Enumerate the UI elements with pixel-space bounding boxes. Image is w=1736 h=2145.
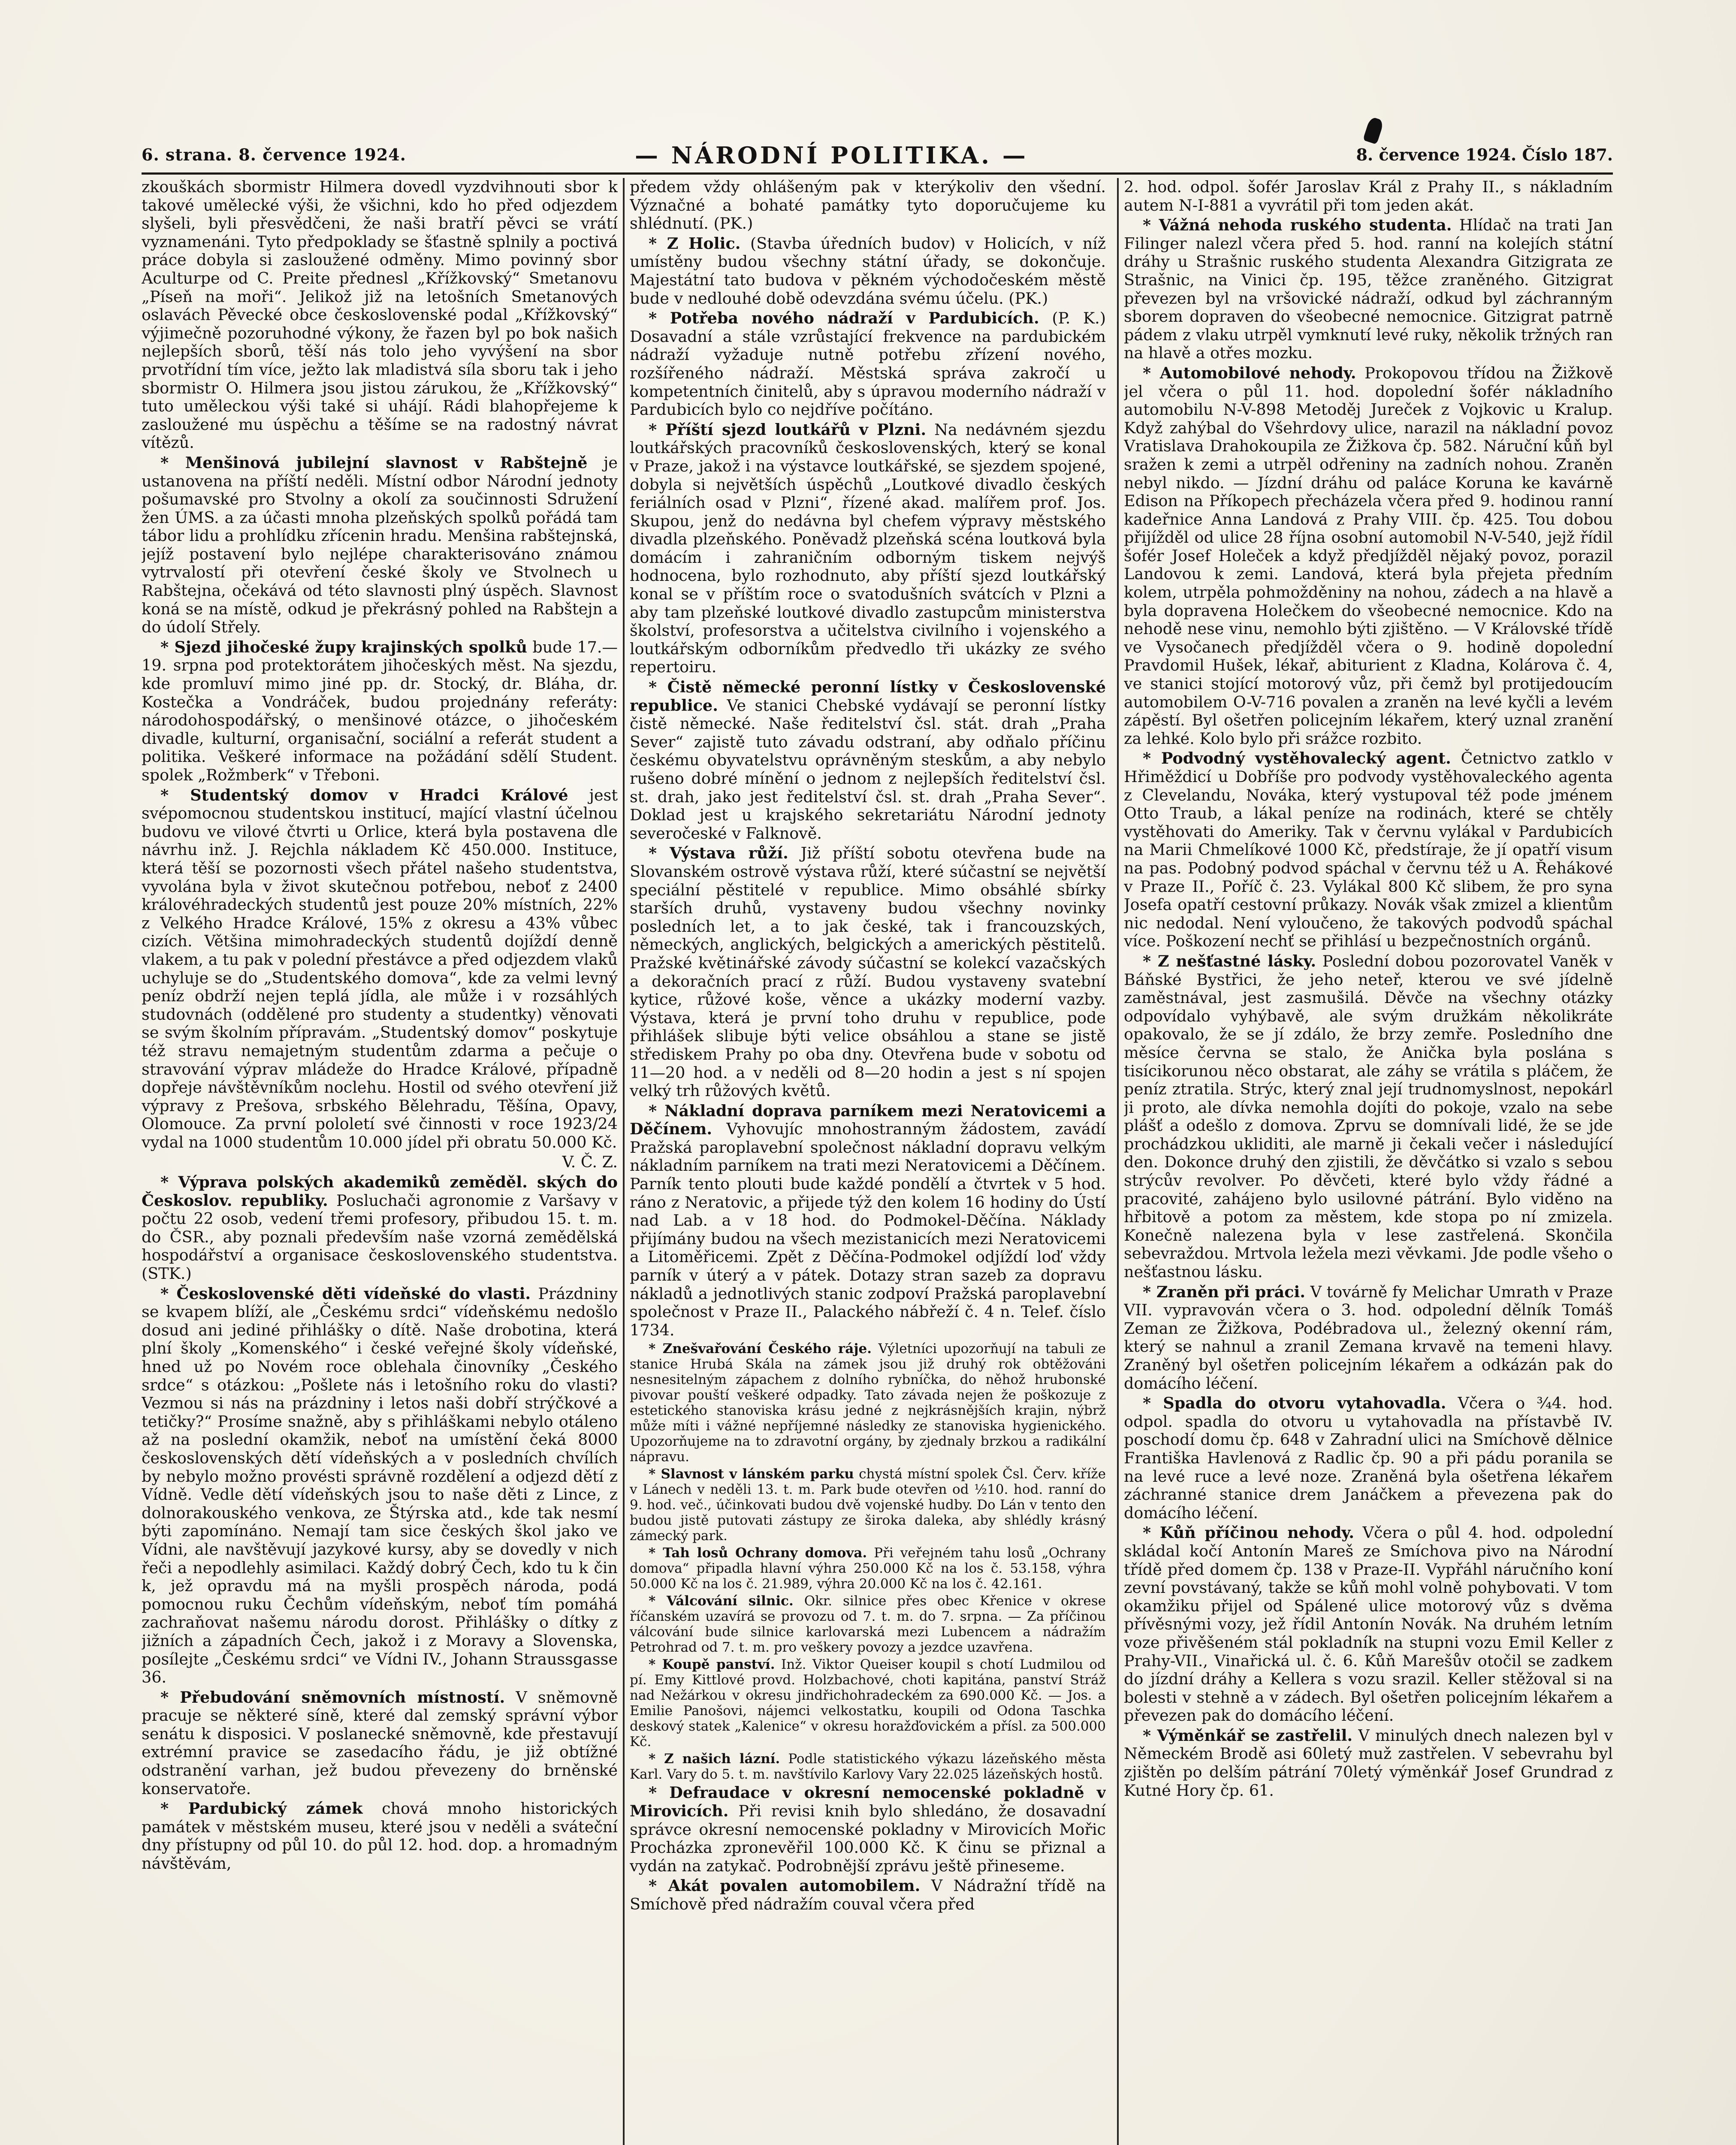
article-headline: * Československé děti vídeňské do vlasti. bbox=[160, 1284, 531, 1303]
article-headline: * Sjezd jihočeské župy krajinských spolků bbox=[160, 637, 528, 656]
article-text: 2. hod. odpol. šofér Jaroslav Král z Prahy II., s nákladním autem N-I-881 a vyvrátil při tom jeden akát. bbox=[1124, 178, 1613, 214]
article-text: zkouškách sbormistr Hilmera dovedl vyzdvihnouti sbor k takové umělecké výši, že všichni, kdo ho před odjezdem slyšeli, byli přesvědčeni, že naši bratří pěvci se vrátí vyznamenáni. Tyto předpoklady se šťastně splnily a poctivá práce dobyla si zasloužené odměny. Mimo povinný sbor Aculturpe od C. Preite přednesl „Křížkovský“ Smetanovu „Píseň na moři“. Jelikož již na letošních Smetanových oslavách Pěvecké obce československé podal „Křížkovský“ výjimečně pozoruhodné výkony, že řazen byl po bok našich nejlepších sborů, těší nás tolo jeho vyvýšení na sbor prvotřídní tím více, ježto lak mladistvá síla sboru tak i jeho sbormistr O. Hilmera jsou jistou zárukou, že „Křížkovský“ tuto uměleckou výši také si uhájí. Rádi blahopřejeme k zasloužené mu úspěchu a těšíme se na radostný návrat vítězů. bbox=[142, 178, 618, 452]
article-paragraph bbox=[630, 678, 1106, 843]
article-headline: * Pardubický zámek bbox=[160, 1799, 363, 1818]
article-text: V minulých dnech nalezen byl v Německém Brodě asi 60letý muž zastřelen. V sebevrahu byl zjištěn po delším pátrání 70letý výměnkář Josef Grundrad z Kutné Hory čp. 61. bbox=[1124, 1726, 1613, 1800]
article-text: Prokopovou třídou na Žižkově jel včera o půl 11. hod. dopolední šofér nákladního automobilu N-V-898 Metoděj Jureček z Vojkovic u Kralup. Když zahýbal do Všehrdovy ulice, narazil na nákladní povoz Vratislava Drahokoupila ze Žižkova čp. 582. Náruční kůň byl sražen k zemi a utrpěl odřeniny na zadních nohou. Zraněn nebyl nikdo. — Jízdní dráhu od paláce Koruna ke kavárně Edison na Příkopech přecházela včera před 9. hodinou ranní kadeřnice Anna Landová z Prahy VIII. čp. 425. Tou dobou přijížděl od ulice 28 října osobní automobil N-V-540, jejž řídil šofér Josef Holeček a když předjížděl nějaký povoz, porazil Landovou k zemi. Landová, která byla přejeta předním kolem, utrpěla pohmožděniny na nohou, zádech a na hlavě a byla dopravena Holečkem do všeobecné nemocnice. Kdo na nehodě nese vinu, nemohlo býti zjištěno. — V Královské třídě ve Vysočanech předjížděl včera o 9. hodině dopolední Pravdomil Hušek, lékař, abiturient z Kladna, Kolárova č. 4, ve stanici stojící motorový vůz, při čemž byl protijedoucím automobilem O-V-716 povalen a zraněn na levé kyčli a levém zápěstí. Byl ošetřen policejním lékařem, který uznal zranění za lehké. Kolo bylo při srážce rozbito. bbox=[1124, 363, 1613, 748]
article-text: Okr. silnice přes obec Křenice v okrese říčanském uzavírá se provozu od 7. t. m. do 7. srpna. — Za příčinou válcování bude silnice karlovarská mezi Lubencem a nádražím Petrohrad od 7. t. m. pro veškery povozy a jezdce uzavřena. bbox=[630, 1593, 1106, 1656]
article-paragraph bbox=[142, 454, 618, 637]
article-paragraph bbox=[142, 1800, 618, 1873]
ink-smudge bbox=[1363, 116, 1384, 145]
article-paragraph bbox=[142, 786, 618, 1152]
article-headline: * Přebudování sněmovních místností. bbox=[160, 1688, 505, 1707]
article-text: bude 17.—19. srpna pod protektorátem jihočeských měst. Na sjezdu, kde promluví mimo jiné pp. dr. Stocký, dr. Bláha, dr. Kostečka a Vondráček, budou projednány referáty: národohospodářský, o menšinové otázce, o jihočeském divadle, kulturní, organisační, sociální a referát student a politika. Veškeré informace na požádání sdělí Student. spolek „Rožmberk“ v Třeboni. bbox=[142, 637, 618, 784]
header-issue-number: 8. července 1924. Číslo 187. bbox=[1356, 145, 1613, 164]
article-paragraph bbox=[142, 1153, 618, 1172]
article-paragraph bbox=[630, 1341, 1106, 1465]
article-paragraph bbox=[630, 1102, 1106, 1340]
column-divider bbox=[1117, 178, 1119, 2145]
article-paragraph bbox=[1124, 952, 1613, 1281]
article-headline: * Z Holic. bbox=[649, 234, 741, 253]
column-1 bbox=[142, 178, 618, 2145]
article-paragraph bbox=[630, 844, 1106, 1100]
article-paragraph bbox=[1124, 1727, 1613, 1800]
article-text: Při veřejném tahu losů „Ochrany domova“ připadla hlavní výhra 250.000 Kč na los č. 53.158, výhra 50.000 Kč na los č. 21.989, výhra 20.000 Kč na los č. 42.161. bbox=[630, 1545, 1106, 1592]
article-headline: * Slavnost v lánském parku bbox=[649, 1466, 854, 1482]
article-text: Včera o půl 4. hod. odpolední skládal kočí Antonín Mareš ze Smíchova pivo na Národní třídě před domem čp. 138 v Praze-II. Vypřáhl náručního koní zevní povstávaný, takže se kůň mohl volně pohybovati. V tom okamžiku přijel od Spálené ulice motorový vůz s dvěma přívěsnými vozy, jež řídil Antonín Novák. Na druhém letním voze přivěšeném stál pokladník na stupni vozu Emil Keller z Prahy-VII., Vinařická ul. č. 6. Kůň Marešův otočil se zadkem do jízdní dráhy a Kellera s vozu srazil. Keller stěžoval si na bolesti v stehně a v zádech. Byl ošetřen policejním lékařem a převezen pak do domácího léčení. bbox=[1124, 1523, 1613, 1725]
article-headline: * Kůň příčinou nehody. bbox=[1143, 1523, 1354, 1542]
article-headline: * Zraněn při práci. bbox=[1143, 1282, 1305, 1301]
article-text: (P. K.) Dosavadní a stále vzrůstající frekvence na pardubickém nádraží vyžaduje nutně potřebu zřízení nového, rozšířeného nádraží. Městská správa zakročí u kompetentních činitelů, aby s úpravou moderního nádraží v Pardubicích bylo co nejdříve počítáno. bbox=[630, 309, 1106, 419]
article-paragraph bbox=[630, 1545, 1106, 1592]
article-paragraph bbox=[142, 1285, 618, 1687]
article-text: (Stavba úředních budov) v Holicích, v níž umístěny budou všechny státní úřady, se dokončuje. Majestátní tato budova v pěkném východočeském městě bude v nedlouhé době odevzdána svému účelu. (PK.) bbox=[630, 234, 1106, 308]
article-headline: * Z našich lázní. bbox=[649, 1751, 780, 1767]
article-paragraph bbox=[1124, 1524, 1613, 1725]
article-headline: * Potřeba nového nádraží v Pardubicích. bbox=[649, 309, 1039, 328]
header-rule bbox=[142, 172, 1613, 175]
article-paragraph bbox=[630, 1877, 1106, 1913]
article-text: Poslední dobou pozorovatel Vaněk v Báňské Bystřici, že jeho neteř, kterou ve své jídelně zaměstnával, jest zasmušilá. Děvče na všechny otázky odpovídalo vyhýbavě, ale svým družkám několikráte opakovalo, že se jí zdálo, že brzy zemře. Posledního dne měsíce června se stalo, že Anička byla poslána s tisícikorunou něco obstarat, ale záhy se vrátila s pláčem, že peníz ztratila. Strýc, který znal její trudnomyslnost, nepokárl ji proto, ale dívka nemohla dojíti do pokoje, vzalo na sebe plášť a odešlo z domova. Zprvu se domnívali lidé, že se jde prochádzkou ukliditi, ale marně ji čekali večer i následující den. Dokonce druhý den zjistili, že děvčátko si vzalo s sebou strýcův revolver. Po děvčeti, které bylo vždy řádné a pracovité, zahájeno bylo usilovné pátrání. Bylo viděno na hřbitově a potom za městem, kde stopa po ní zmizela. Konečně nalezena byla v lese zastřelená. Skončila sebevraždou. Mrtvola ležela mezi věvkami. Jde podle všeho o nešťastnou lásku. bbox=[1124, 952, 1613, 1281]
article-text: Ve stanici Chebské vydávají se peronní lístky čistě německé. Naše ředitelství čsl. stát. drah „Praha Sever“ zajistě tuto závadu odstraní, aby odňalo příčinu českému obyvatelstvu oprávněným steskům, a aby nebylo rušeno dobré mínění o jednom z nejlepších ředitelství čsl. st. drah, jako jest ředitelství čsl. st. drah „Praha Sever“. Doklad jest u krajského sekretariátu Národní jednoty severočeské v Falknově. bbox=[630, 696, 1106, 843]
article-paragraph bbox=[142, 178, 618, 452]
article-paragraph bbox=[630, 1784, 1106, 1875]
article-headline: * Automobilové nehody. bbox=[1143, 363, 1356, 382]
article-paragraph bbox=[630, 421, 1106, 677]
article-headline: * Nákladní doprava parníkem mezi Neratovicemi a Děčínem. bbox=[630, 1101, 1106, 1139]
article-headline: * Spadla do otvoru vytahovadla. bbox=[1143, 1394, 1446, 1413]
article-headline: * Menšinová jubilejní slavnost v Rabštejně bbox=[160, 453, 588, 472]
article-text: Výletníci upozorňují na tabuli ze stanice Hrubá Skála na zámek jsou již druhý rok obtěžováni nesnesitelným zápachem z dolního rybníčka, do něhož hrubonské pivovar pouští veškeré odpadky. Tato závada nejen že poškozuje z estetického stanoviska krásu jedné z nejkrásnějších krajin, nýbrž může míti i vážné nepříjemné následky ze stanoviska hygienického. Upozorňujeme na to zdravotní orgány, by zjednaly brzkou a radikální nápravu. bbox=[630, 1341, 1106, 1465]
article-headline: * Výprava polských akademiků zeměděl. ských do Českoslov. republiky. bbox=[142, 1173, 618, 1210]
article-paragraph bbox=[142, 1689, 618, 1798]
article-text: Na nedávném sjezdu loutkářských pracovníků československých, který se konal v Praze, jakož i na výstavce loutkářské, se sjezdem spojené, dobyla si největších úspěchů „Loutkové divadlo českých feriálních osad v Plzni“, řízené akad. malířem prof. Jos. Skupou, jenž do nedávna byl chefem výpravy městského divadla plzeňského. Poněvadž plzeňská scéna loutková byla domácím i zahraničním odborným tiskem nejvýš hodnocena, bylo rozhodnuto, aby příští sjezd loutkářský konal se v příštím roce o svatodušních svátcích v Plzni a aby tam plzeňské loutkové divadlo zastupcům ministerstva školství, profesorstva a učitelstva civilního i vojenského a loutkářským odborníkům předvedlo tři ukázky ze svého repertoiru. bbox=[630, 420, 1106, 677]
article-text: Podle statistického výkazu lázeňského města Karl. Vary do 5. t. m. navštívilo Karlovy Vary 22.025 lázeňských hostů. bbox=[630, 1751, 1106, 1782]
article-headline: * Akát povalen automobilem. bbox=[649, 1876, 921, 1895]
article-headline: * Výstava růží. bbox=[649, 844, 788, 863]
article-text: V továrně fy Melichar Umrath v Praze VII. vypravován včera o 3. hod. odpolední dělník Tomáš Zeman ze Žižkova, Podébradova ul., železný okenní rám, který se nahnul a zranil Zemana krvavě na temeni hlavy. Zraněný byl ošetřen policejním lékařem a odkázán pak do domácího léčení. bbox=[1124, 1282, 1613, 1393]
article-text: Prázdniny se kvapem blíží, ale „Českému srdci“ vídeňskému nedošlo dosud ani jediné přihlášky o dítě. Naše drobotina, která plní školy „Komenského“ i české veřejné školy vídeňské, hned už po Novém roce oblehala činovníky „Českého srdce“ s otázkou: „Pošlete nás i letošního roku do vlasti? Vezmou si nás na prázdniny i letos naši dobří strýčkové a tetičky?“ Prosíme snažně, aby s přihláškami nebylo otáleno až na poslední okamžik, neboť na umístění čeká 8000 československých dětí vídeňských a v posledních chvílích by nebylo možno provésti správně rozdělení a odjezd dětí z Vídně. Vedle dětí vídeňských jsou to naše děti z Lince, z dolnorakouského venkova, ze Štýrska atd., kde tak nesmí býti zapomínáno. Nemají tam sice českých škol jako ve Vídni, ale navštěvují jazykové kursy, aby se dovedly v nich řeči a nepodlehly asimilaci. Každý dobrý Čech, kdo tu k čin k, jež opravdu má na myšli prospěch národa, podá pomocnou ruku Čechům vídeňským, neboť tím pomáhá zachraňovat našemu národu dorost. Přihlášky o dítky z jižních a západních Čech, jakož i z Moravy a Slovenska, posílejte „Českému srdci“ ve Vídni IV., Johann Straussgasse 36. bbox=[142, 1284, 618, 1687]
article-paragraph bbox=[630, 178, 1106, 233]
column-divider bbox=[623, 178, 625, 2145]
article-headline: * Výměnkář se zastřelil. bbox=[1143, 1726, 1353, 1745]
article-paragraph bbox=[1124, 364, 1613, 748]
article-headline: * Podvodný vystěhovalecký agent. bbox=[1143, 749, 1451, 768]
article-text: Již příští sobotu otevřena bude na Slovanském ostrově výstava růží, které súčastní se největší speciální pěstitelé v republice. Mimo obsáhlé sbírky starších druhů, vystaveny budou všechny novinky posledních let, a to jak české, tak i francouzských, německých, anglických, belgických a amerických pěstitelů. Pražské květinářské závody súčastní se kolekcí vazačských a dekoračních prací z růží. Budou vystaveny svatební kytice, růžové koše, věnce a ukázky moderní vazby. Výstava, která je první toho druhu v republice, pode přihlášek slibuje býti velice obsáhlou a stane se jistě střediskem Prahy po oba dny. Otevřena bude v sobotu od 11—20 hod. a v neděli od 8—20 hodin a jest s ní spojen velký trh růžových květů. bbox=[630, 844, 1106, 1100]
article-paragraph bbox=[1124, 178, 1613, 214]
article-text: Četnictvo zatklo v Hřiměždicí u Dobříše pro podvody vystěhovaleckého agenta z Clevelandu, Nováka, který vystupoval též pode jménem Otto Traub, a lákal peníze na rodinách, které se chtěly vystěhovati do Ameriky. Tak v červnu vylákal v Pardubicích na Marii Chmelíkové 1000 Kč, předstíraje, že jí opatří visum na pas. Podobný podvod spáchal v červnu též u A. Řehákové v Praze II., Poříč č. 23. Vylákal 800 Kč slibem, že pro syna Josefa opatří cestovní průkazy. Novák však zmizel a klientům nic nedodal. Není vyloučeno, že takových podvodů spáchal více. Poškození nechť se přihlásí u bezpečnostních orgánů. bbox=[1124, 749, 1613, 951]
article-headline: * Defraudace v okresní nemocenské pokladně v Mirovicích. bbox=[630, 1783, 1106, 1820]
article-text: předem vždy ohlášeným pak v kterýkoliv den všední. Význačné a bohaté památky tyto doporučujeme ku shlédnutí. (PK.) bbox=[630, 178, 1106, 233]
article-paragraph bbox=[1124, 749, 1613, 951]
article-text: chystá místní spolek Čsl. Červ. kříže v Lánech v neděli 13. t. m. Park bude otevřen od ½10. hod. ranní do 9. hod. več., účinkovati budou dvě vojenské hudby. Do Lán v tento den budou jistě putovati zástupy ze široka daleka, aby shlédly krásný zámecký park. bbox=[630, 1466, 1106, 1544]
article-paragraph bbox=[142, 1173, 618, 1283]
article-paragraph bbox=[630, 1657, 1106, 1749]
article-headline: * Koupě panství. bbox=[649, 1657, 775, 1673]
header-page-date: 6. strana. 8. července 1924. bbox=[142, 145, 406, 164]
column-3 bbox=[1124, 178, 1613, 2145]
article-paragraph bbox=[630, 1593, 1106, 1655]
article-paragraph bbox=[630, 1466, 1106, 1544]
article-paragraph bbox=[630, 235, 1106, 308]
article-paragraph bbox=[630, 1751, 1106, 1782]
article-paragraph bbox=[1124, 216, 1613, 363]
masthead-title: — NÁRODNÍ POLITIKA. — bbox=[635, 142, 1028, 169]
article-paragraph bbox=[1124, 1283, 1613, 1393]
article-headline: * Tah losů Ochrany domova. bbox=[649, 1545, 867, 1561]
article-text: Posluchači agronomie z Varšavy v počtu 22 osob, vedení třemi profesory, přibudou 15. t. m. do ČSR., aby poznali především naše vzorná zemědělská hospodářství a organisace československého studentstva. (STK.) bbox=[142, 1191, 618, 1283]
article-text: Vyhovujíc mnohostranným žádostem, zavádí Pražská paroplavební společnost nákladní dopravu velkým nákladním parníkem na trati mezi Neratovicemi a Děčínem. Parník tento plouti bude každé pondělí a čtvrtek v 5 hod. ráno z Neratovic, a přijede týž den kolem 16 hodiny do Ústí nad Lab. a v 18 hod. do Podmokel-Děčína. Náklady přijímány budou na všech mezistanicích mezi Neratovicemi a Litoměřicemi. Zpět z Děčína-Podmokel odjíždí loď vždy parník v úterý a v pátek. Dotazy stran sazeb za dopravu nákladů a jednotlivých stanic zodpoví Pražská paroplavební společnost v Praze II., Palackého nábřeží č. 4 n. Telef. číslo 1734. bbox=[630, 1120, 1106, 1339]
article-paragraph bbox=[142, 638, 618, 785]
column-2 bbox=[630, 178, 1106, 2145]
article-text: V sněmovně pracuje se některé síně, které dal zemský správní výbor senátu k disposici. V poslanecké sněmovně, kde přestavují extrémní pravice se zasedacího řádu, je již obtížné odstranění varhan, jež budou převezeny do brněnské konservatoře. bbox=[142, 1688, 618, 1798]
article-headline: * Znešvařování Českého ráje. bbox=[649, 1341, 872, 1357]
article-text: chová mnoho historických památek v městském museu, které jsou v neděli a sváteční dny přístupny od půl 10. do půl 12. hod. dop. a hromadným návštěvám, bbox=[142, 1799, 618, 1873]
article-headline: * Studentský domov v Hradci Králové bbox=[160, 785, 568, 804]
article-text: jest svépomocnou studentskou institucí, mající vlastní účelnou budovu ve vilové čtvrti u Orlice, která byla postavena dle návrhu inž. J. Rejchla nákladem Kč 450.000. Instituce, která těší se pozornosti všech přátel našeho studentstva, vyvolána byla v život skutečnou potřebou, neboť z 2400 královéhradeckých studentů jest pouze 20% místních, 22% z Velkého Hradce Králové, 15% z okresu a 43% vůbec cizích. Většina mimohradeckých studentů dojíždí denně vlakem, a tu pak v polední přestávce a před odjezdem vlaků uchyluje se do „Studentského domova“, kde za velmi levný peníz obdrží nejen teplá jídla, ale může i v rozsáhlých studovnách (oddělené pro studenty a studentky) věnovati se svým školním přípravám. „Studentský domov“ poskytuje též stravu nemajetným studentům zdarma a pečuje o stravování výprav mládeže do Hradce Králové, případně dopřeje návštěvníkům noclehu. Hostil od svého otevření již výpravy z Prešova, srbského Bělehradu, Těšína, Opavy, Olomouce. Za první pololetí své činnosti v roce 1923/24 vydal na 1000 studentům 10.000 jídel při obratu 50.000 Kč. bbox=[142, 785, 618, 1151]
article-headline: * Příští sjezd loutkářů v Plzni. bbox=[649, 420, 927, 439]
article-text: Včera o ¾4. hod. odpol. spadla do otvoru u vytahovadla na přístavbě IV. poschodí domu čp. 648 v Zahradní ulici na Smíchově dělnice Františka Havlenová z Radlic čp. 90 a při pádu poranila se na levé ruce a levé noze. Zraněná byla ošetřena lékařem záchranné stanice drem Janáčkem a převezena pak do domácího léčení. bbox=[1124, 1394, 1613, 1522]
page-header bbox=[142, 142, 1613, 175]
article-text: Inž. Viktor Queiser koupil s chotí Ludmilou od pí. Emy Kittlové provd. Holzbachové, choti kapitána, panství Stráž nad Nežárkou v okresu jindřichohradeckém za 690.000 Kč. — Jos. a Emilie Panošovi, nájemci velkostatku, koupili od Odona Taschka deskový statek „Kalenice“ v okresu horažďovickém a přísl. za 500.000 Kč. bbox=[630, 1657, 1106, 1750]
article-headline: * Válcování silnic. bbox=[649, 1593, 794, 1609]
article-text: Při revisi knih bylo shledáno, že dosavadní správce okresní nemocenské pokladny v Mirovicích Mořic Procházka zpronevěřil 100.000 Kč. K činu se přiznal a vydán na zatykač. Podrobnější zprávu ještě přineseme. bbox=[630, 1802, 1106, 1875]
article-headline: * Z nešťastné lásky. bbox=[1143, 952, 1316, 970]
article-text: Hlídač na trati Jan Filinger nalezl včera před 5. hod. ranní na kolejích státní dráhy u Strašnic ruského studenta Alexandra Gitzigrata ze Strašnic, na Vinici čp. 195, těžce zraněného. Gitzigrat převezen byl na vršovické nádraží, odkud byl záchranným sborem dopraven do všeobecné nemocnice. Gitzigrat patrně pádem z vlaku utrpěl vymknutí levé ruky, několik tržných ran na hlavě a otřes mozku. bbox=[1124, 216, 1613, 363]
article-paragraph bbox=[630, 309, 1106, 419]
article-text: V. Č. Z. bbox=[562, 1153, 618, 1172]
article-headline: * Vážná nehoda ruského studenta. bbox=[1143, 216, 1452, 235]
article-headline: * Čistě německé peronní lístky v Československé republice. bbox=[630, 678, 1106, 715]
article-text: V Nádražní třídě na Smíchově před nádražím couval včera před bbox=[630, 1876, 1106, 1913]
article-paragraph bbox=[1124, 1394, 1613, 1522]
article-text: je ustanovena na příští neděli. Místní odbor Národní jednoty pošumavské pro Stvolny a okolí za součinnosti Sdružení žen ÚMS. a za účasti mnoha plzeňských spolků pořádá tam tábor lidu a prohlídku zřícenin hradu. Menšina rabštejnská, jejíž postavení bylo nejlépe charakterisováno známou vytrvalostí při otevření české školy ve Stvolnech u Rabštejna, očekává od této slavnosti plný úspěch. Slavnost koná se na místě, odkud je překrásný pohled na Rabštejn a do údolí Střely. bbox=[142, 453, 618, 637]
